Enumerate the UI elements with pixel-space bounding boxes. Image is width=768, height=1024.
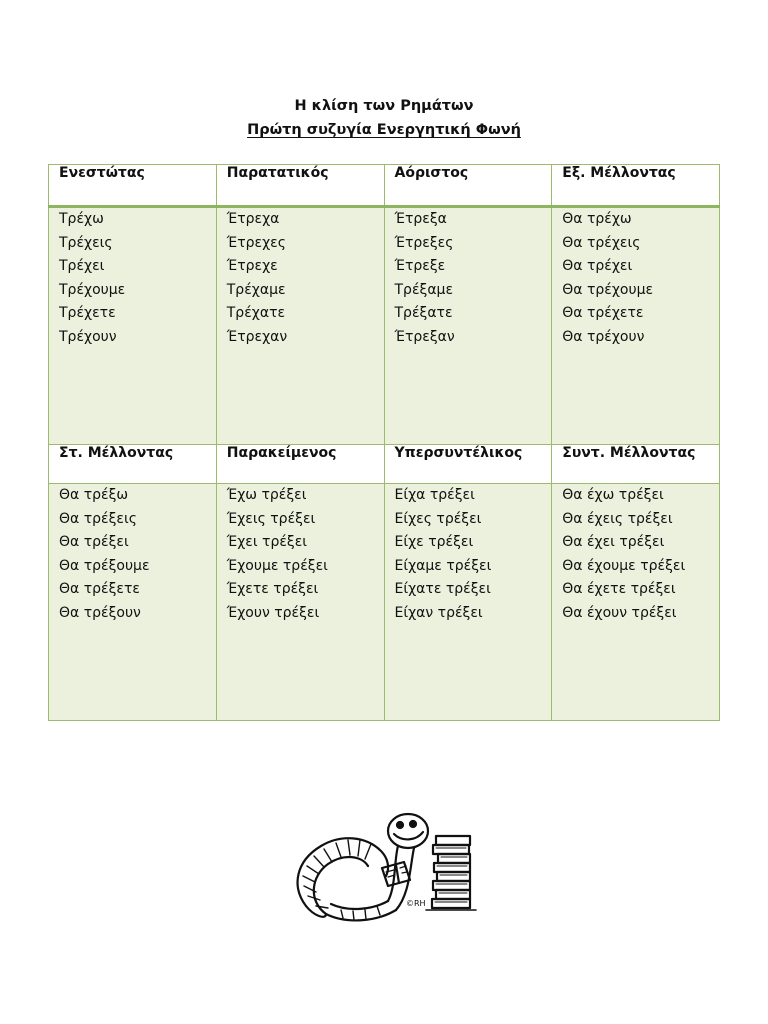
tense-header: Παρατατικός: [216, 165, 384, 207]
verb-form: Τρέχει: [59, 258, 105, 274]
conjugation-cell: [49, 207, 217, 445]
verb-form: Τρέξατε: [394, 305, 453, 321]
page-title: Η κλίση των Ρημάτων: [294, 98, 474, 114]
verb-form: Έτρεχες: [226, 234, 286, 251]
conjugation-row: [49, 484, 720, 721]
verb-form: Θα τρέξει: [59, 534, 129, 550]
verb-form: Έτρεξαν: [394, 328, 455, 345]
conjugation-cell: [552, 484, 720, 721]
verb-form: Έτρεξε: [394, 258, 446, 274]
verb-form: Είχαν τρέξει: [394, 604, 483, 621]
verb-form: Θα έχουμε τρέξει: [562, 557, 686, 574]
verb-form: Θα τρέχουν: [562, 328, 645, 345]
conjugation-cell: [49, 484, 217, 721]
verb-form: Θα τρέξω: [59, 487, 129, 503]
tense-header: Αόριστος: [384, 165, 552, 207]
verb-form: Θα τρέξετε: [59, 581, 140, 597]
verb-form: Θα τρέξεις: [59, 510, 137, 527]
verb-form: Θα έχουν τρέξει: [562, 604, 677, 621]
verb-form: Έτρεχα: [226, 211, 280, 227]
verb-form: Έχουν τρέξει: [226, 604, 320, 621]
conjugation-cell: [216, 207, 384, 445]
verb-form: Έχει τρέξει: [226, 534, 308, 550]
conjugation-row: [49, 207, 720, 445]
bookworm-reading-icon: [286, 806, 486, 936]
verb-form: Έχετε τρέξει: [226, 581, 319, 597]
conjugation-cell: [552, 207, 720, 445]
verb-form: Θα τρέχω: [562, 211, 632, 227]
verb-form: Τρέχουν: [59, 328, 117, 345]
tense-header-row: [49, 165, 720, 207]
verb-form: Έχουμε τρέξει: [226, 557, 328, 574]
tense-header: Παρακείμενος: [216, 445, 384, 484]
verb-form: Θα τρέχετε: [562, 305, 644, 321]
verb-form: Θα τρέχουμε: [562, 281, 654, 298]
tense-header: Ενεστώτας: [49, 165, 217, 207]
verb-form: Είχες τρέξει: [394, 510, 482, 527]
verb-form: Είχε τρέξει: [394, 534, 474, 550]
verb-form: Τρέχουμε: [59, 281, 126, 298]
verb-form: Έτρεχαν: [226, 328, 288, 345]
verb-form: Είχατε τρέξει: [394, 581, 491, 597]
tense-header-row: [49, 445, 720, 484]
verb-form: Θα τρέξουμε: [59, 557, 150, 574]
verb-form: Έτρεχε: [226, 258, 278, 274]
verb-form: Θα τρέχεις: [562, 234, 641, 251]
verb-form: Τρέχατε: [226, 305, 286, 321]
verb-form: Είχαμε τρέξει: [394, 557, 492, 574]
conjugation-table: [48, 164, 720, 721]
verb-form: Έχω τρέξει: [226, 487, 307, 503]
verb-form: Τρέχω: [59, 211, 104, 227]
verb-form: Θα έχω τρέξει: [562, 487, 664, 503]
verb-form: Τρέχεις: [59, 234, 113, 251]
document-title-block: [0, 94, 768, 142]
verb-form: Θα έχετε τρέξει: [562, 581, 676, 597]
verb-form: Είχα τρέξει: [394, 487, 475, 503]
verb-form: Θα τρέχει: [562, 258, 633, 274]
tense-header: Στ. Μέλλοντας: [49, 445, 217, 484]
verb-form: Έχεις τρέξει: [226, 510, 316, 527]
verb-form: Τρέχαμε: [226, 281, 286, 298]
tense-header: Εξ. Μέλλοντας: [552, 165, 720, 207]
conjugation-cell: [216, 484, 384, 721]
conjugation-cell: [384, 207, 552, 445]
illustration-signature: ©RH: [406, 899, 426, 908]
verb-form: Θα τρέξουν: [59, 604, 141, 621]
verb-form: Τρέχετε: [59, 305, 116, 321]
tense-header: Υπερσυντέλικος: [384, 445, 552, 484]
verb-form: Θα έχεις τρέξει: [562, 510, 673, 527]
verb-form: Έτρεξες: [394, 234, 454, 251]
verb-form: Έτρεξα: [394, 211, 447, 227]
page-subtitle: Πρώτη συζυγία Ενεργητική Φωνή: [247, 122, 521, 138]
tense-header: Συντ. Μέλλοντας: [552, 445, 720, 484]
verb-form: Τρέξαμε: [394, 281, 454, 298]
conjugation-cell: [384, 484, 552, 721]
verb-form: Θα έχει τρέξει: [562, 534, 665, 550]
